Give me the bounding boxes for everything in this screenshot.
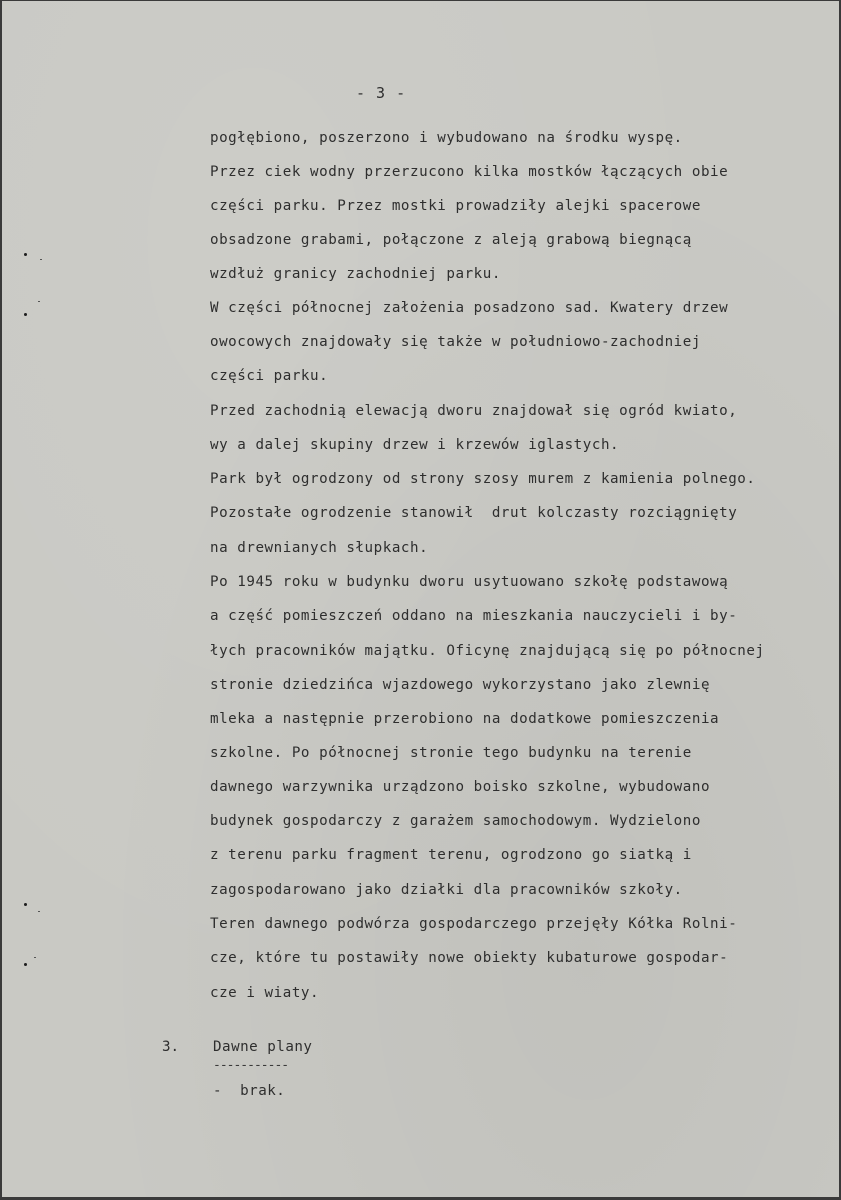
text-line: cze, które tu postawiły nowe obiekty kubaturowe gospodar-	[210, 950, 729, 966]
text-line: obsadzone grabami, połączone z aleją grabową biegnącą	[210, 232, 692, 248]
text-line: wy a dalej skupiny drzew i krzewów iglastych.	[210, 437, 620, 453]
text-line: szkolne. Po północnej stronie tego budynku na terenie	[210, 745, 692, 761]
section-title-underline: -----------	[213, 1058, 289, 1073]
text-line: części parku. Przez mostki prowadziły alejki spacerowe	[210, 198, 701, 214]
text-line: cze i wiaty.	[210, 985, 320, 1001]
text-line: zagospodarowano jako działki dla pracowników szkoły.	[210, 882, 683, 898]
text-line: stronie dziedzińca wjazdowego wykorzystano jako zlewnię	[210, 677, 711, 693]
text-line: Przez ciek wodny przerzucono kilka mostków łączących obie	[210, 164, 729, 180]
text-line: Pozostałe ogrodzenie stanowił drut kolczasty rozciągnięty	[210, 505, 738, 521]
text-line: Po 1945 roku w budynku dworu usytuowano szkołę podstawową	[210, 574, 729, 590]
text-line: owocowych znajdowały się także w południowo-zachodniej	[210, 334, 701, 350]
text-line: Teren dawnego podwórza gospodarczego przejęły Kółka Rolni-	[210, 916, 738, 932]
text-line: pogłębiono, poszerzono i wybudowano na środku wyspę.	[210, 130, 683, 146]
text-line: a część pomieszczeń oddano na mieszkania nauczycieli i by-	[210, 608, 738, 624]
section-title: Dawne plany	[213, 1039, 313, 1055]
text-line: części parku.	[210, 368, 329, 384]
text-line: budynek gospodarczy z garażem samochodowym. Wydzielono	[210, 813, 701, 829]
speck-mark	[38, 301, 40, 302]
speck-mark	[34, 957, 36, 958]
page-number: - 3 -	[356, 84, 407, 102]
document-page	[2, 1, 839, 1197]
punch-mark	[24, 903, 27, 906]
text-line: dawnego warzywnika urządzono boisko szkolne, wybudowano	[210, 779, 711, 795]
text-line: W części północnej założenia posadzono sad. Kwatery drzew	[210, 300, 729, 316]
punch-mark	[24, 963, 27, 966]
text-line: wzdłuż granicy zachodniej parku.	[210, 266, 501, 282]
section-content: - brak.	[213, 1083, 286, 1099]
speck-mark	[38, 911, 40, 912]
text-line: z terenu parku fragment terenu, ogrodzono go siatką i	[210, 847, 692, 863]
section-number: 3.	[162, 1039, 180, 1055]
text-line: mleka a następnie przerobiono na dodatkowe pomieszczenia	[210, 711, 720, 727]
punch-mark	[24, 253, 27, 256]
punch-mark	[24, 313, 27, 316]
text-line: na drewnianych słupkach.	[210, 540, 429, 556]
speck-mark	[40, 259, 42, 260]
text-line: łych pracowników majątku. Oficynę znajdującą się po północnej	[210, 643, 765, 659]
text-line: Przed zachodnią elewacją dworu znajdował się ogród kwiato,	[210, 403, 738, 419]
text-line: Park był ogrodzony od strony szosy murem z kamienia polnego.	[210, 471, 756, 487]
